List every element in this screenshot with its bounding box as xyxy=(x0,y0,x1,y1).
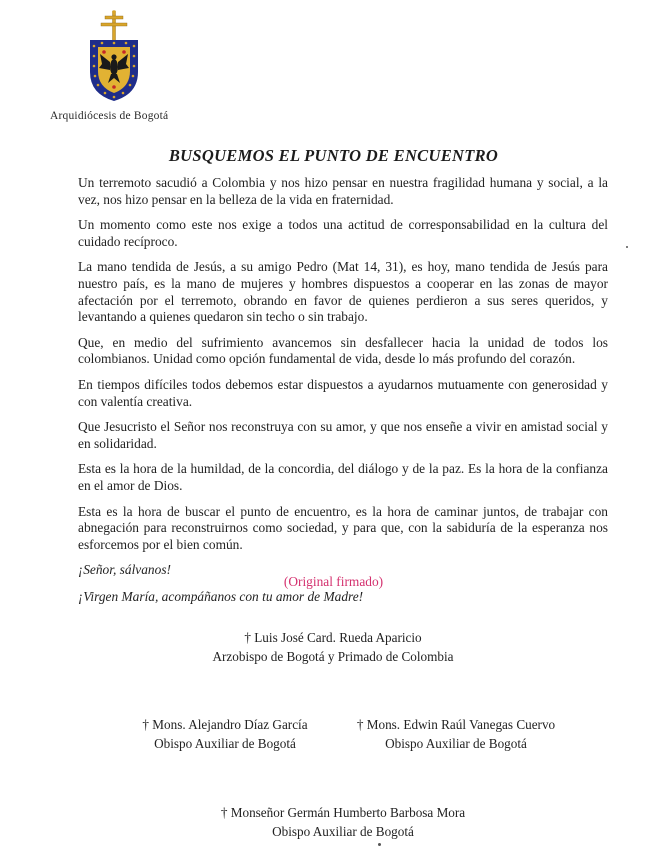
organization-name: Arquidiócesis de Bogotá xyxy=(50,110,169,122)
paragraph-3: La mano tendida de Jesús, a su amigo Pedro (Mat 14, 31), es hoy, mano tendida de Jesús para nuestro país, es la mano de mujeres y hombres dispuestos a cooperar en las zonas de mayor afectación por el terremoto, obrando en favor de quienes perdieron a sus seres queridos, y levantando a quienes quedaron sin techo o sin trabajo. xyxy=(78,259,608,325)
prayer-2: ¡Virgen María, acompáñanos con tu amor de Madre! xyxy=(78,588,364,604)
paragraph-1: Un terremoto sacudió a Colombia y nos hizo pensar en nuestra fragilidad humana y social, a la vez, nos hizo pensar en la belleza de la vida en fraternidad. xyxy=(78,175,608,207)
signatory-role: Obispo Auxiliar de Bogotá xyxy=(272,824,414,839)
letter-title: BUSQUEMOS EL PUNTO DE ENCUENTRO xyxy=(168,146,499,165)
archdiocese-crest-icon xyxy=(86,10,142,102)
signature-auxiliary-2 xyxy=(338,715,574,753)
paragraph-2: Un momento como este nos exige a todos una actitud de corresponsabilidad en la cultura del cuidado recíproco. xyxy=(78,217,608,249)
signatory-role: Obispo Auxiliar de Bogotá xyxy=(385,736,527,751)
signature-auxiliary-1 xyxy=(120,715,330,753)
letter-body xyxy=(78,175,608,615)
prayer-1: ¡Señor, sálvanos! xyxy=(78,562,171,578)
signatory-name: † Monseñor Germán Humberto Barbosa Mora xyxy=(220,805,466,820)
scan-speck xyxy=(626,246,628,248)
paragraph-4: Que, en medio del sufrimiento avancemos sin desfallecer hacia la unidad de todos los colombianos. Unidad como opción fundamental de vida, desde lo más profundo del corazón. xyxy=(78,334,608,367)
scan-speck xyxy=(378,843,381,846)
signatory-name: † Mons. Alejandro Díaz García xyxy=(142,717,308,732)
signatory-name: † Mons. Edwin Raúl Vanegas Cuervo xyxy=(356,717,556,732)
signatory-role: Arzobispo de Bogotá y Primado de Colombia xyxy=(212,649,454,664)
paragraph-6: Que Jesucristo el Señor nos reconstruya con su amor, y que nos enseñe a vivir en amistad social y en solidaridad. xyxy=(78,419,608,451)
paragraph-7: Esta es la hora de la humildad, de la concordia, del diálogo y de la paz. Es la hora de la confianza en el amor de Dios. xyxy=(78,461,608,493)
signed-note: (Original firmado) xyxy=(283,574,384,589)
paragraph-8: Esta es la hora de buscar el punto de encuentro, es la hora de caminar juntos, de trabajar con abnegación para reconstruirnos como sociedad, y para que, con la sabiduría de la esperanza nos esforcemos por el bien común. xyxy=(78,503,608,552)
paragraph-5: En tiempos difíciles todos debemos estar dispuestos a ayudarnos mutuamente con generosidad y con valentía creativa. xyxy=(78,376,608,409)
signature-cardinal xyxy=(183,628,483,666)
signature-auxiliary-3 xyxy=(198,803,488,841)
signatory-role: Obispo Auxiliar de Bogotá xyxy=(154,736,296,751)
signatory-name: † Luis José Card. Rueda Aparicio xyxy=(244,630,422,645)
